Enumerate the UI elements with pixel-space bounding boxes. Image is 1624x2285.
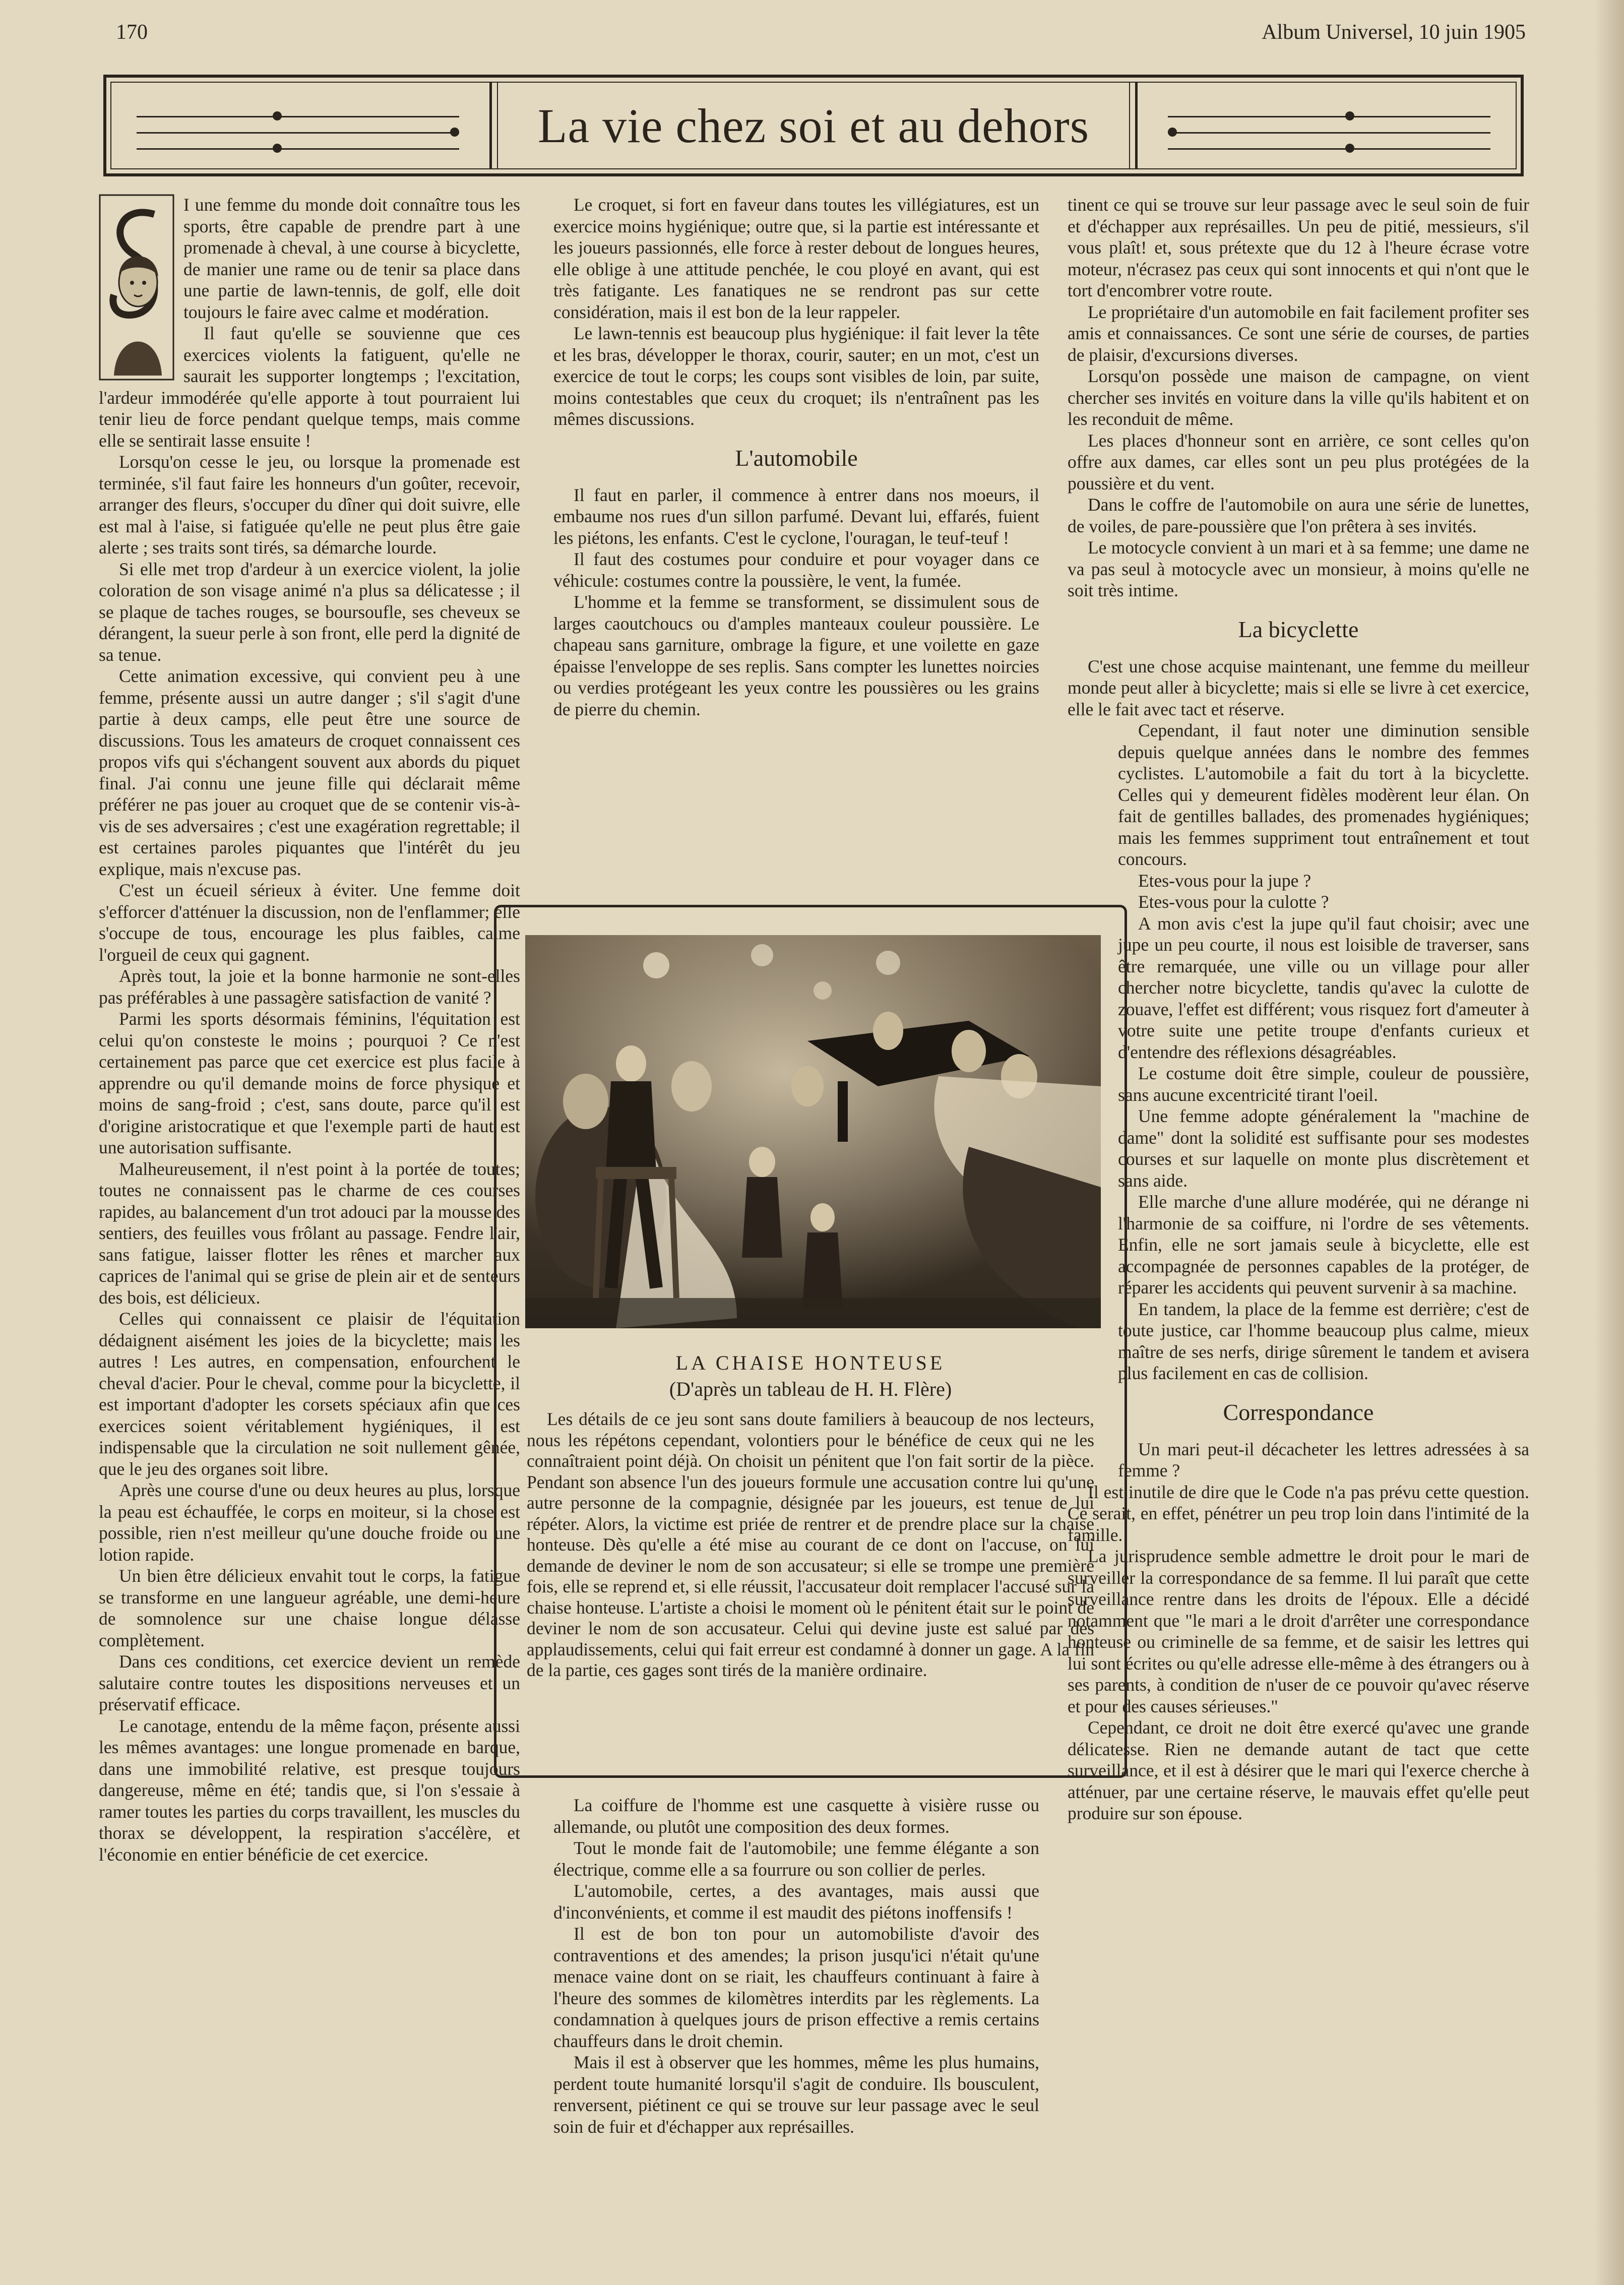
paragraph: Cette animation excessive, qui convient peu à une femme, présente aussi un autre danger ; s'il s'agit d'une partie à deux camps, elle peut être une source de discussions. Tous les amateurs de croquet connaissent ces propos vifs qui s'échangent souvent aux abords du piquet final. J'ai connu une jeune fille qui déclarait même préférer ne pas jouer au croquet que de se contenir vis-à-vis de ses adversaires ; c'est une exagération regrettable; il est certaines paroles piquantes que l'intérêt du jeu explique, mais n'excuse pas. bbox=[99, 666, 520, 879]
paragraph: Après une course d'une ou deux heures au plus, lorsque la peau est échauffée, le corps en moiteur, si la chose est possible, rien n'est meilleur qu'une douche froide ou une lotion rapide. bbox=[99, 1480, 520, 1565]
page-number: 170 bbox=[116, 21, 148, 44]
paragraph: Il faut des costumes pour conduire et pour voyager dans ce véhicule: costumes contre la poussière, le vent, la fumée. bbox=[553, 549, 1039, 591]
caption-credit: (D'après un tableau de H. H. Flère) bbox=[669, 1378, 952, 1400]
paragraph: Dans le coffre de l'automobile on aura une série de lunettes, de voiles, de pare-poussière que l'on prêtera à ses invités. bbox=[1068, 495, 1529, 536]
article-column-1 bbox=[99, 194, 520, 2236]
paragraph: Malheureusement, il n'est point à la portée de toutes; toutes ne connaissent pas le charme de ces courses rapides, au balancement d'un trot adouci par la mousse des sentiers, des feuilles vous frôlant au passage. Fendre l'air, sans fatigue, laisser flotter les rênes et marcher aux caprices de l'animal qui se grise de plein air et de senteurs des bois, est délicieux. bbox=[99, 1158, 520, 1308]
paragraph: Celles qui connaissent ce plaisir de l'équitation dédaignent aisément les joies de la bicyclette; mais les autres ! Les autres, en compensation, enfourchent le cheval d'acier. Pour le cheval, comme pour la bicyclette, il est important d'adopter les corsets spéciaux afin que ces exercices soient véritablement hygiéniques, il est indispensable que la circulation ne soit nullement gênée, que le jeu des organes soit libre. bbox=[99, 1309, 520, 1479]
paragraph: La coiffure de l'homme est une casquette à visière russe ou allemande, ou plutôt une composition des deux formes. bbox=[553, 1795, 1039, 1837]
paragraph: Il faut qu'elle se souvienne que ces exercices violents la fatiguent, qu'elle ne saurait les supporter longtemps ; l'excitation, l'ardeur immodérée qu'elle apporte à tout pourraient lui tenir lieu de force pendant quelque temps, mais comme elle se sentirait lasse ensuite ! bbox=[99, 323, 520, 451]
paragraph: C'est un écueil sérieux à éviter. Une femme doit s'efforcer d'atténuer la discussion, non de l'enflammer; elle s'occupe de tous, encourage les plus faibles, calme l'orgueil de ceux qui gagnent. bbox=[99, 880, 520, 965]
paragraph: Après tout, la joie et la bonne harmonie ne sont-elles pas préférables à une passagère satisfaction de vanité ? bbox=[99, 966, 520, 1008]
banner-inner-frame bbox=[110, 82, 1517, 169]
illustration-description bbox=[527, 1409, 1094, 1681]
paragraph: Le costume doit être simple, couleur de poussière, sans aucune excentricité tirant l'oeil. bbox=[1118, 1063, 1529, 1105]
banner-ornament-right bbox=[1168, 103, 1490, 158]
paragraph: Lorsqu'on cesse le jeu, ou lorsque la promenade est terminée, s'il faut faire les honneurs d'un goûter, recevoir, arranger des fleurs, s'occuper du dîner qui doit suivre, elle est mal à l'aise, si fatiguée qu'elle ne peut plus être gaie alerte ; ses traits sont tirés, sa démarche lourde. bbox=[99, 452, 520, 558]
paragraph: Il est inutile de dire que le Code n'a pas prévu cette question. Ce serait, en effet, pénétrer un peu trop loin dans l'intimité de la famille. bbox=[1068, 1481, 1529, 1545]
paragraph: Lorsqu'on possède une maison de campagne, on vient chercher ses invités en voiture dans la ville qu'ils habitent et on les reconduit de même. bbox=[1068, 366, 1529, 429]
paragraph: Etes-vous pour la jupe ? bbox=[1138, 870, 1311, 891]
paragraph: La jurisprudence semble admettre le droit pour le mari de surveiller la correspondance de sa femme. Il lui paraît que cette surveillance rentre dans les droits de l'époux. Elle a décidé notamment que "le mari a le droit d'arrêter une correspondance honteuse ou criminelle de sa femme, et de saisir les lettres qui lui sont écrites ou qu'elle adresse elle-même à des étrangers ou à ses parents, à condition de n'user de ce pouvoir qu'avec réserve et pour des causes sérieuses." bbox=[1068, 1546, 1529, 1716]
illustration-caption bbox=[496, 1350, 1125, 1402]
paragraph: C'est une chose acquise maintenant, une femme du meilleur monde peut aller à bicyclette; mais si elle se livre à cet exercice, elle le fait avec tact et réserve. bbox=[1068, 656, 1529, 719]
paragraph: Le lawn-tennis est beaucoup plus hygiénique: il fait lever la tête et les bras, développer le thorax, courir, sauter; en un mot, c'est un exercice de tout le corps; les coups sont visibles de loin, par suite, moins contestables que ceux du croquet; ils n'entraînent pas les mêmes discussions. bbox=[553, 323, 1039, 429]
subheading-automobile: L'automobile bbox=[735, 445, 858, 471]
paragraph: Cependant, il faut noter une diminution sensible depuis quelque années dans le nombre des femmes cyclistes. L'automobile a fait du tort à la bicyclette. Celles qui y demeurent fidèles modèrent leur élan. On fait de gentilles ballades, des promenades hygiéniques; mais les femmes suppriment tout entraînement et tout concours. bbox=[1118, 720, 1529, 869]
paragraph: Il est de bon ton pour un automobiliste d'avoir des contraventions et des amendes; la prison jusqu'ici n'était qu'une menace vaine dont on se riait, les chauffeurs continuant à faire à l'heure des sommes de kilomètres interdits par les règlements. La condamnation à quelques jours de prison effective a remis certains chauffeurs dans le droit chemin. bbox=[553, 1924, 1039, 2051]
paragraph: En tandem, la place de la femme est derrière; c'est de toute justice, car l'homme beaucoup plus calme, mieux maître de ses nerfs, dirige sûrement le tandem et avisera plus facilement en cas de collision. bbox=[1118, 1299, 1529, 1383]
paragraph: Etes-vous pour la culotte ? bbox=[1138, 892, 1329, 912]
paragraph: Il faut en parler, il commence à entrer dans nos moeurs, il embaume nos rues d'un sillon parfumé. Devant lui, effarés, fuient les piétons, les enfants. C'est le cyclone, l'ouragan, le teuf-teuf ! bbox=[553, 484, 1039, 548]
paragraph: I une femme du monde doit connaître tous les sports, être capable de prendre part à une promenade à cheval, à une course à bicyclette, de manier une rame ou de tenir sa place dans une partie de lawn-tennis, de golf, elle doit toujours le faire avec calme et modération. bbox=[183, 195, 520, 322]
article-column-3 bbox=[1068, 194, 1529, 2236]
section-banner bbox=[103, 75, 1524, 176]
paragraph: Cependant, ce droit ne doit être exercé qu'avec une grande délicatesse. Rien ne demande autant de tact que cette surveillance, et il est à désirer que le mari qui l'exerce cherche à atténuer, par une certaine réserve, le mauvais effet qu'elle peut produire sur son épouse. bbox=[1068, 1717, 1529, 1823]
paragraph: A mon avis c'est la jupe qu'il faut choisir; avec une jupe un peu courte, il nous est loisible de traverser, sans être remarquée, une ville ou un village pour aller chercher notre bicyclette, tandis qu'avec la culotte de zouave, l'effet est différent; vous risquez fort d'ameuter à votre suite une petite troupe d'enfants curieux et d'entendre des réflexions désagréables. bbox=[1118, 913, 1529, 1062]
running-head bbox=[116, 20, 1526, 44]
paragraph: Si elle met trop d'ardeur à un exercice violent, la jolie coloration de son visage animé n'a plus sa délicatesse ; il se plaque de taches rouges, se boursoufle, ses cheveux se dérangent, la sueur perle à son front, elle perd la dignité de sa tenue. bbox=[99, 559, 520, 665]
paragraph: Un mari peut-il décacheter les lettres adressées à sa femme ? bbox=[1118, 1439, 1529, 1480]
banner-ornament-left bbox=[137, 103, 459, 158]
paragraph: Elle marche d'une allure modérée, qui ne dérange ni l'harmonie de sa coiffure, ni l'ordre de ses vêtements. Enfin, elle ne sort jamais seule à bicyclette, elle est accompagnée de personnes capables de la protéger, de réparer les accidents qui peuvent survenir à sa machine. bbox=[1118, 1192, 1529, 1298]
paragraph: Les détails de ce jeu sont sans doute familiers à beaucoup de nos lecteurs, nous les répétons cependant, volontiers pour le bénéfice de ceux qui ne les connaîtraient point déjà. On choisit un pénitent que l'on fait sortir de la pièce. Pendant son absence l'un des joueurs formule une accusation contre lui qu'une autre personne de la compagnie, désignée par les joueurs, est tenue de lui répéter. Alors, la victime est priée de rentrer et de prendre place sur la chaise honteuse. Dès qu'elle a été mise au courant de ce dont on l'accuse, on lui demande de deviner le nom de son accusateur; si elle se trompe une première fois, elle se reprend et, si elle réussit, l'accusateur doit remplacer l'accusé sur la chaise honteuse. L'artiste a choisi le moment où le pénitent était sur le point de deviner le nom de son accusateur. Celui qui devine juste est salué par des applaudissements, celui qui fait erreur est condamné à donner un gage. A la fin de la partie, ces gages sont tirés de la manière ordinaire. bbox=[527, 1409, 1094, 1680]
subheading-bicyclette: La bicyclette bbox=[1238, 616, 1359, 642]
paragraph: Le propriétaire d'un automobile en fait facilement profiter ses amis et connaissances. Ce sont une série de courses, de parties de plaisir, d'excursions diverses. bbox=[1068, 301, 1529, 365]
paragraph: Mais il est à observer que les hommes, même les plus humains, perdent toute humanité lorsqu'il s'agit de conduire. Ils bousculent, renversent, piétinent ce qui se trouve sur leur passage avec le seul soin de fuir et d'échapper aux représailles. bbox=[553, 2052, 1039, 2137]
painting-illustration-icon bbox=[525, 935, 1101, 1328]
article-column-2-lower bbox=[553, 1795, 1039, 2238]
paragraph: Une femme adopte généralement la "machine de dame" dont la solidité est suffisante pour ses modestes courses et sur laquelle on monte plus discrètement et sans aide. bbox=[1118, 1106, 1529, 1191]
article-column-2 bbox=[553, 194, 1039, 880]
subheading-correspondance: Correspondance bbox=[1223, 1399, 1374, 1425]
paragraph: L'homme et la femme se transforment, se dissimulent sous de larges caoutchoucs ou d'amples manteaux couleur poussière. Le chapeau sans garniture, ombrage la figure, et une voilette en gaze épaisse l'enveloppe de ses replis. Sans compter les lunettes noircies ou verdies protégeant les yeux contre les poussières ou les grains de pierre du chemin. bbox=[553, 592, 1039, 719]
paragraph: Le motocycle convient à un mari et à sa femme; une dame ne va pas seul à motocycle avec un monsieur, à moins qu'elle ne soit très intime. bbox=[1068, 537, 1529, 600]
paragraph: Un bien être délicieux envahit tout le corps, la fatigue se transforme en une langueur agréable, une demi-heure de somnolence sur une chaise longue délasse complètement. bbox=[99, 1566, 520, 1650]
dropcap-portrait-icon bbox=[99, 194, 174, 381]
section-title: La vie chez soi et au dehors bbox=[537, 98, 1090, 153]
paragraph: Le canotage, entendu de la même façon, présente aussi les mêmes avantages: une longue promenade en barque, dans une immobilité relative, est presque toujours dangereuse, même en été; tandis que, si l'on s'essaie à ramer toutes les parties du corps travaillent, les muscles du thorax se développent, la respiration s'accélère, et l'économie en entier bénéficie de cet exercice. bbox=[99, 1715, 520, 1865]
caption-title: LA CHAISE HONTEUSE bbox=[675, 1351, 946, 1374]
banner-title-box bbox=[489, 83, 1138, 168]
paragraph: Parmi les sports désormais féminins, l'équitation est celui qu'on consteste le moins ; pourquoi ? Ce n'est certainement pas parce que cet exercice est plus facile à apprendre ou qu'il demande moins de force physique et moins de sang-froid ; c'est, sans doute, parce qu'il est d'origine aristocratique et que l'exemple parti de haut est une autorisation suffisante. bbox=[99, 1009, 520, 1157]
publication-date: Album Universel, 10 juin 1905 bbox=[1262, 21, 1526, 44]
paragraph: Les places d'honneur sont en arrière, ce sont celles qu'on offre aux dames, car elles sont un peu plus protégées de la poussière et du vent. bbox=[1068, 430, 1529, 493]
paragraph: L'automobile, certes, a des avantages, mais aussi que d'inconvénients, et comme il est maudit des piétons inoffensifs ! bbox=[553, 1881, 1039, 1923]
paragraph: Tout le monde fait de l'automobile; une femme élégante a son électrique, comme elle a sa fourrure ou son collier de perles. bbox=[553, 1838, 1039, 1880]
paragraph: Dans ces conditions, cet exercice devient un remède salutaire contre toutes les dispositions nerveuses et un préservatif efficace. bbox=[99, 1651, 520, 1714]
page-edge-shadow bbox=[1594, 0, 1624, 2285]
paragraph: tinent ce qui se trouve sur leur passage avec le seul soin de fuir et d'échapper aux représailles. Un peu de pitié, messieurs, s'il vous plaît! et, sous prétexte que du 12 à l'heure écrase votre moteur, n'écrasez pas ceux qui sont innocents et qui n'ont que le tort d'encombrer votre route. bbox=[1068, 195, 1529, 300]
paragraph: Le croquet, si fort en faveur dans toutes les villégiatures, est un exercice moins hygiénique; outre que, si la partie est intéressante et les joueurs passionnés, elle force à rester debout de longues heures, elle oblige à une attitude penchée, le cou ployé en avant, qui est très fatigante. Les fanatiques ne se rendront pas sur cette considération, mais il est bon de la leur rappeler. bbox=[553, 195, 1039, 322]
illustration-box bbox=[494, 905, 1127, 1778]
